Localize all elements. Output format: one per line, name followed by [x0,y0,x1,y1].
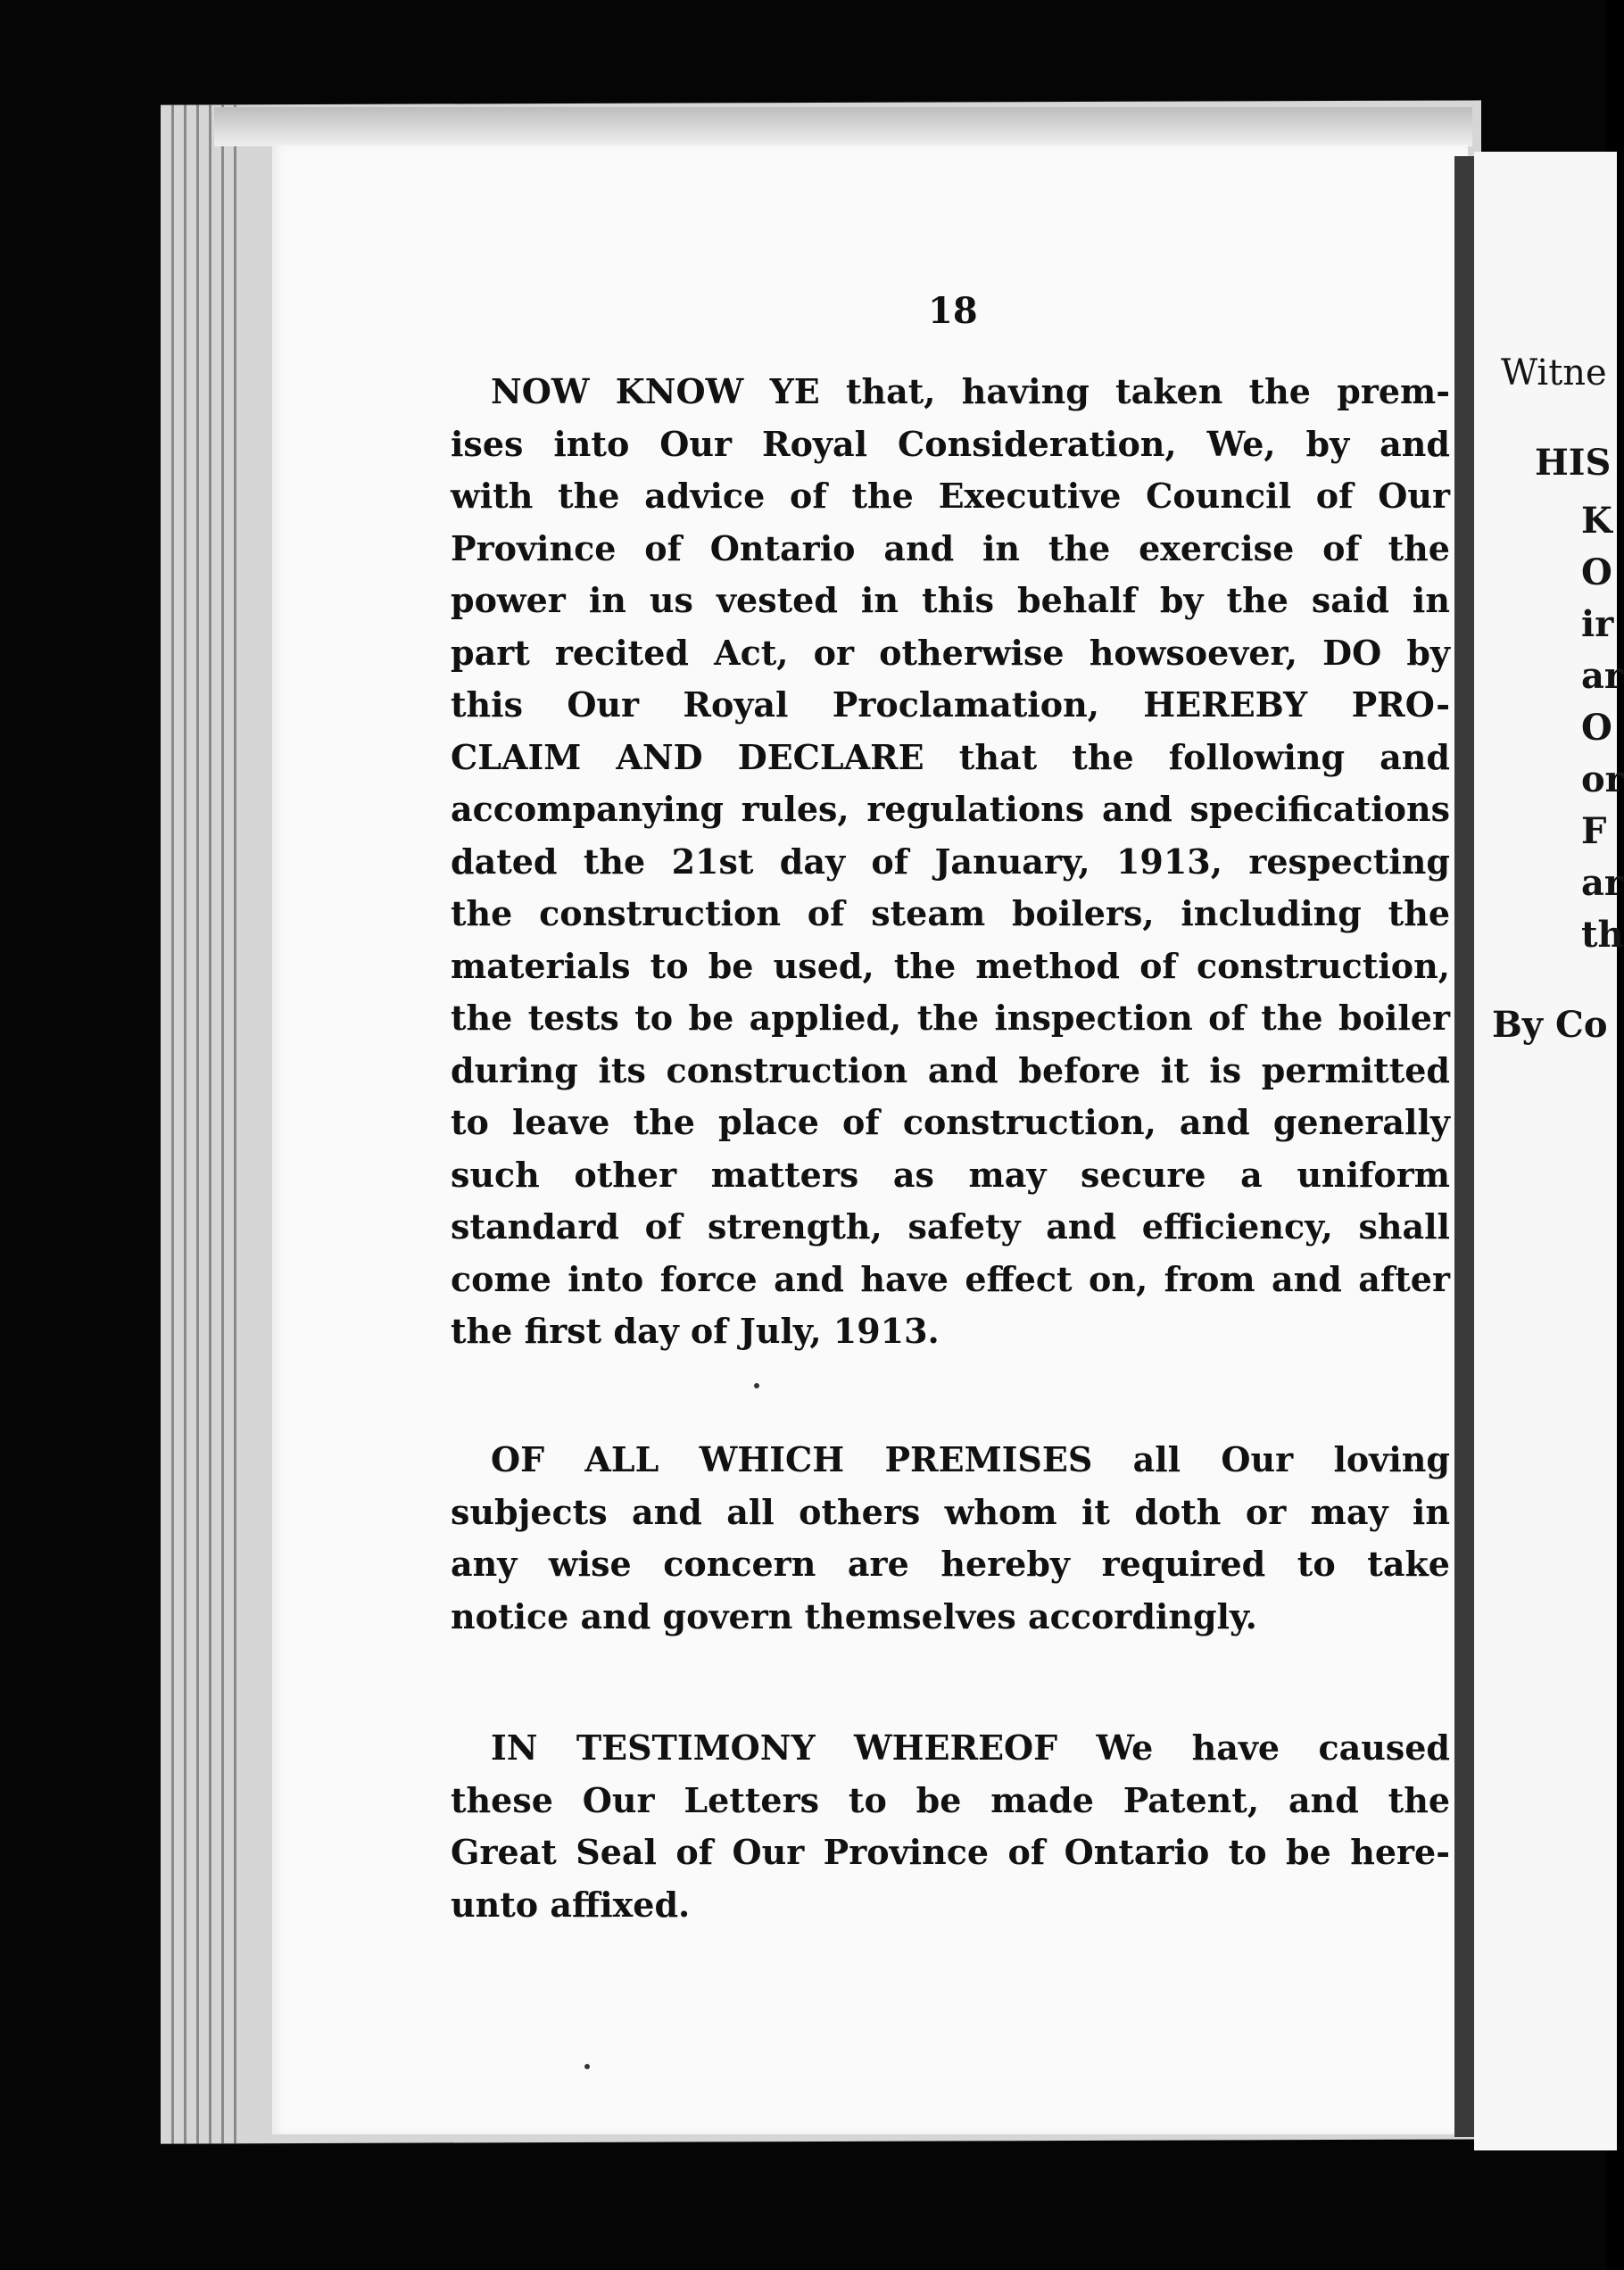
text-line: the first day of July, 1913. [451,1311,940,1351]
page-top-edge [214,107,1472,146]
text-line: accompanying rules, regulations and specifications [451,789,1450,829]
text-line: come into force and have effect on, from and after [451,1258,1450,1299]
text-line: IN TESTIMONY WHEREOF We have caused [491,1727,1450,1768]
page-edge-line [196,104,199,2143]
facing-page-fragment: ar [1581,862,1623,904]
facing-page-fragment: ir [1581,603,1614,645]
text-line: Great Seal of Our Province of Ontario to be here- [451,1832,1450,1872]
facing-page-fragment: O [1581,707,1612,749]
paragraph-now-know-ye [451,366,1450,1358]
text-line: to leave the place of construction, and generally [451,1102,1450,1142]
facing-page-fragment: Witne [1501,352,1607,394]
text-line: subjects and all others whom it doth or may in [451,1491,1450,1532]
facing-page-fragment: ar [1581,655,1623,697]
text-line: any wise concern are hereby required to take [451,1544,1450,1584]
text-line: standard of strength, safety and efficiency, shall [451,1206,1450,1247]
facing-page-fragment: th [1581,914,1624,956]
page-edge-line [171,105,174,2144]
facing-page-fragment: HIS [1535,442,1612,484]
facing-page-fragment: K [1581,500,1612,542]
paragraph-in-testimony-whereof [451,1722,1450,1931]
page-edge-line [221,104,224,2143]
book-gutter [1454,156,1474,2137]
page-edge-line [209,104,211,2143]
text-line: such other matters as may secure a uniform [451,1154,1450,1195]
text-line: power in us vested in this behalf by the said in [451,580,1450,620]
text-line: OF ALL WHICH PREMISES all Our loving [491,1439,1450,1479]
text-line: these Our Letters to be made Patent, and the [451,1779,1450,1820]
scan-speck [754,1383,759,1388]
facing-page [1474,152,1624,2150]
text-line: materials to be used, the method of construction, [451,945,1450,986]
text-line: the construction of steam boilers, including the [451,893,1450,933]
text-line: Province of Ontario and in the exercise of the [451,527,1450,568]
text-line: during its construction and before it is permitted [451,1049,1450,1090]
facing-page-fragment: O [1581,551,1612,593]
page-edge-line [184,104,186,2143]
facing-page-fragment: By Co [1492,1004,1608,1046]
page-edge-line [234,104,236,2143]
text-line: the tests to be applied, the inspection of the boiler [451,998,1450,1038]
text-line: CLAIM AND DECLARE that the following and [451,736,1450,777]
page-number: 18 [928,290,978,332]
text-line: unto affixed. [451,1884,691,1925]
text-line: this Our Royal Proclamation, HEREBY PRO- [451,684,1450,725]
text-line: part recited Act, or otherwise howsoever, DO by [451,632,1450,673]
scan-speck [584,2064,590,2069]
text-line: ises into Our Royal Consideration, We, by and [451,423,1450,464]
facing-page-fragment: or [1581,758,1624,800]
text-line: with the advice of the Executive Council of Our [451,476,1450,516]
text-line: dated the 21st day of January, 1913, respecting [451,841,1450,882]
paragraph-of-all-which-premises [451,1434,1450,1643]
facing-page-fragment: F [1581,810,1607,852]
text-line: NOW KNOW YE that, having taken the prem- [491,371,1450,411]
text-line: notice and govern themselves accordingly. [451,1595,1257,1636]
